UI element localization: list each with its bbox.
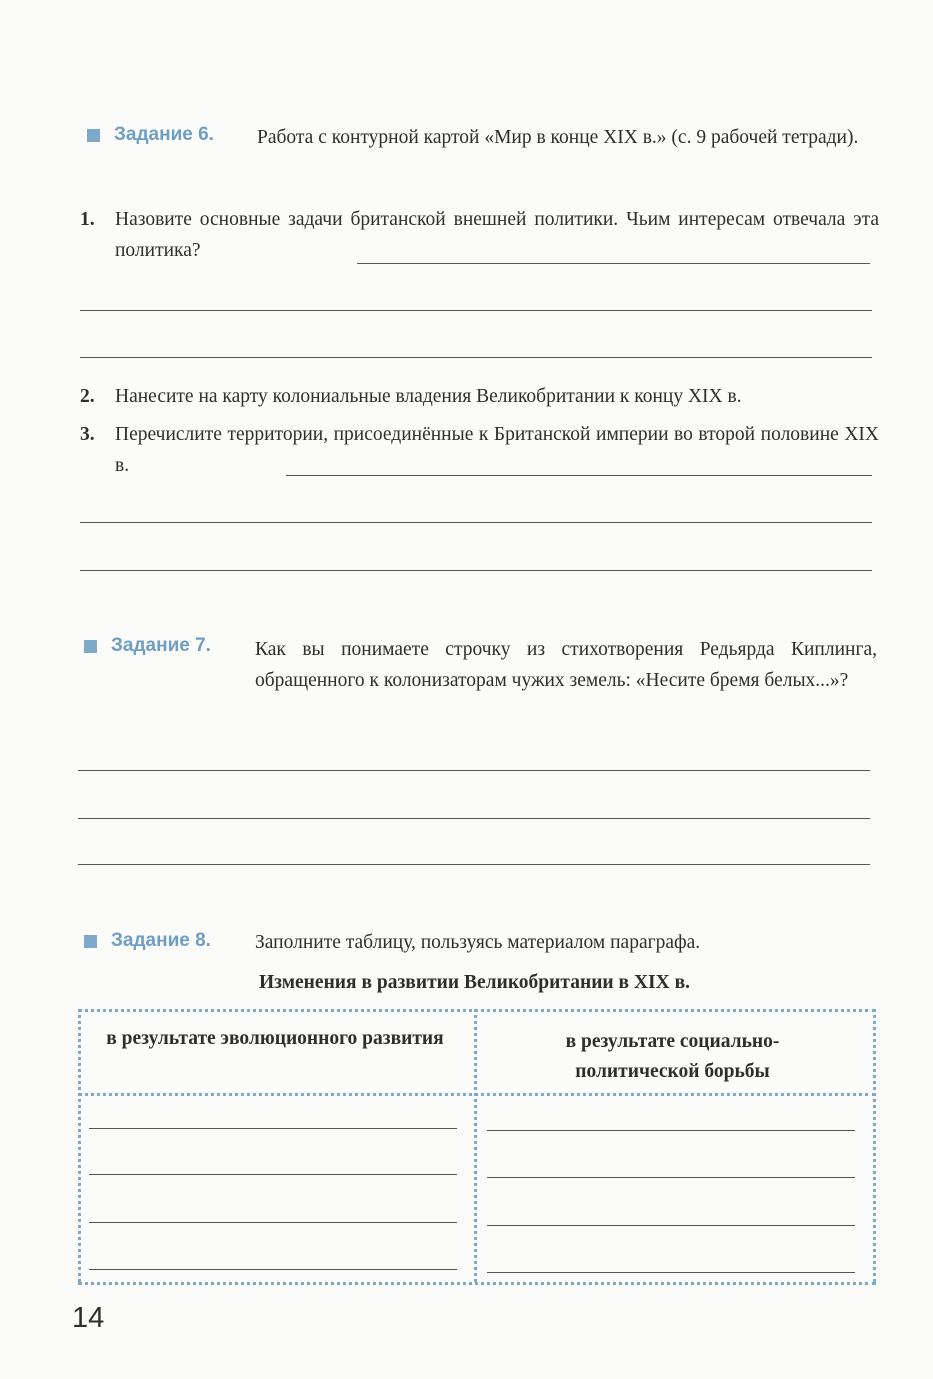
task-6-header [87, 124, 214, 146]
table-answer-line-col-1[interactable] [89, 1174, 457, 1175]
item-1-text: Назовите основные задачи британской внешней политики. Чьим интересам отвечала эта политика? [115, 209, 879, 261]
answer-line[interactable] [78, 864, 870, 865]
task-7-header [84, 635, 211, 657]
table-answer-line-col-1[interactable] [89, 1222, 457, 1223]
table-answer-line-col-1[interactable] [89, 1269, 457, 1270]
table-header-col-1: в результате эволюционного развития [106, 1028, 444, 1049]
task-8-label: Задание 8. [111, 930, 211, 951]
table-header-col-2: в результате социально-политической борьбы [565, 1031, 780, 1082]
task-7-label: Задание 7. [111, 635, 211, 656]
item-3-number: 3. [80, 424, 95, 445]
page-number: 14 [72, 1302, 105, 1334]
table-answer-line-col-2[interactable] [487, 1130, 855, 1131]
item-2-number: 2. [80, 386, 95, 407]
answer-line[interactable] [78, 818, 870, 819]
bullet-square-icon [84, 935, 97, 948]
task-7-text: Как вы понимаете строчку из стихотворения Редьярда Киплинга, обращенного к колонизаторам чужих земель: «Несите бремя белых...»? [255, 639, 877, 691]
item-1-number: 1. [80, 209, 95, 230]
table-column-divider [474, 1009, 477, 1282]
bullet-square-icon [87, 129, 100, 142]
answer-line[interactable] [286, 475, 872, 476]
table-answer-line-col-1[interactable] [89, 1128, 457, 1129]
item-2-text: Нанесите на карту колониальные владения Великобритании к концу XIX в. [115, 386, 742, 407]
answer-line[interactable] [80, 570, 872, 571]
table-border-right [873, 1009, 876, 1282]
task-8-header [84, 930, 211, 952]
item-3-text: Перечислите территории, присоединённые к Британской империи во второй половине XIX в. [115, 424, 879, 476]
table-border-bottom [78, 1282, 876, 1285]
answer-line[interactable] [80, 357, 872, 358]
table-border-top [78, 1009, 876, 1012]
bullet-square-icon [84, 640, 97, 653]
table-answer-line-col-2[interactable] [487, 1272, 855, 1273]
answer-line[interactable] [78, 770, 870, 771]
task-6-text: Работа с контурной картой «Мир в конце XIX в.» (с. 9 рабочей тетради). [257, 127, 859, 148]
table-border-left [78, 1009, 81, 1282]
task-8-text: Заполните таблицу, пользуясь материалом параграфа. [255, 932, 701, 953]
answer-line[interactable] [80, 522, 872, 523]
task-6-label: Задание 6. [114, 124, 214, 145]
table-header-divider [78, 1093, 876, 1096]
answer-line[interactable] [80, 310, 872, 311]
answer-line[interactable] [357, 263, 870, 264]
table-answer-line-col-2[interactable] [487, 1177, 855, 1178]
table-title: Изменения в развитии Великобритании в XIX в. [259, 972, 690, 993]
table-answer-line-col-2[interactable] [487, 1225, 855, 1226]
